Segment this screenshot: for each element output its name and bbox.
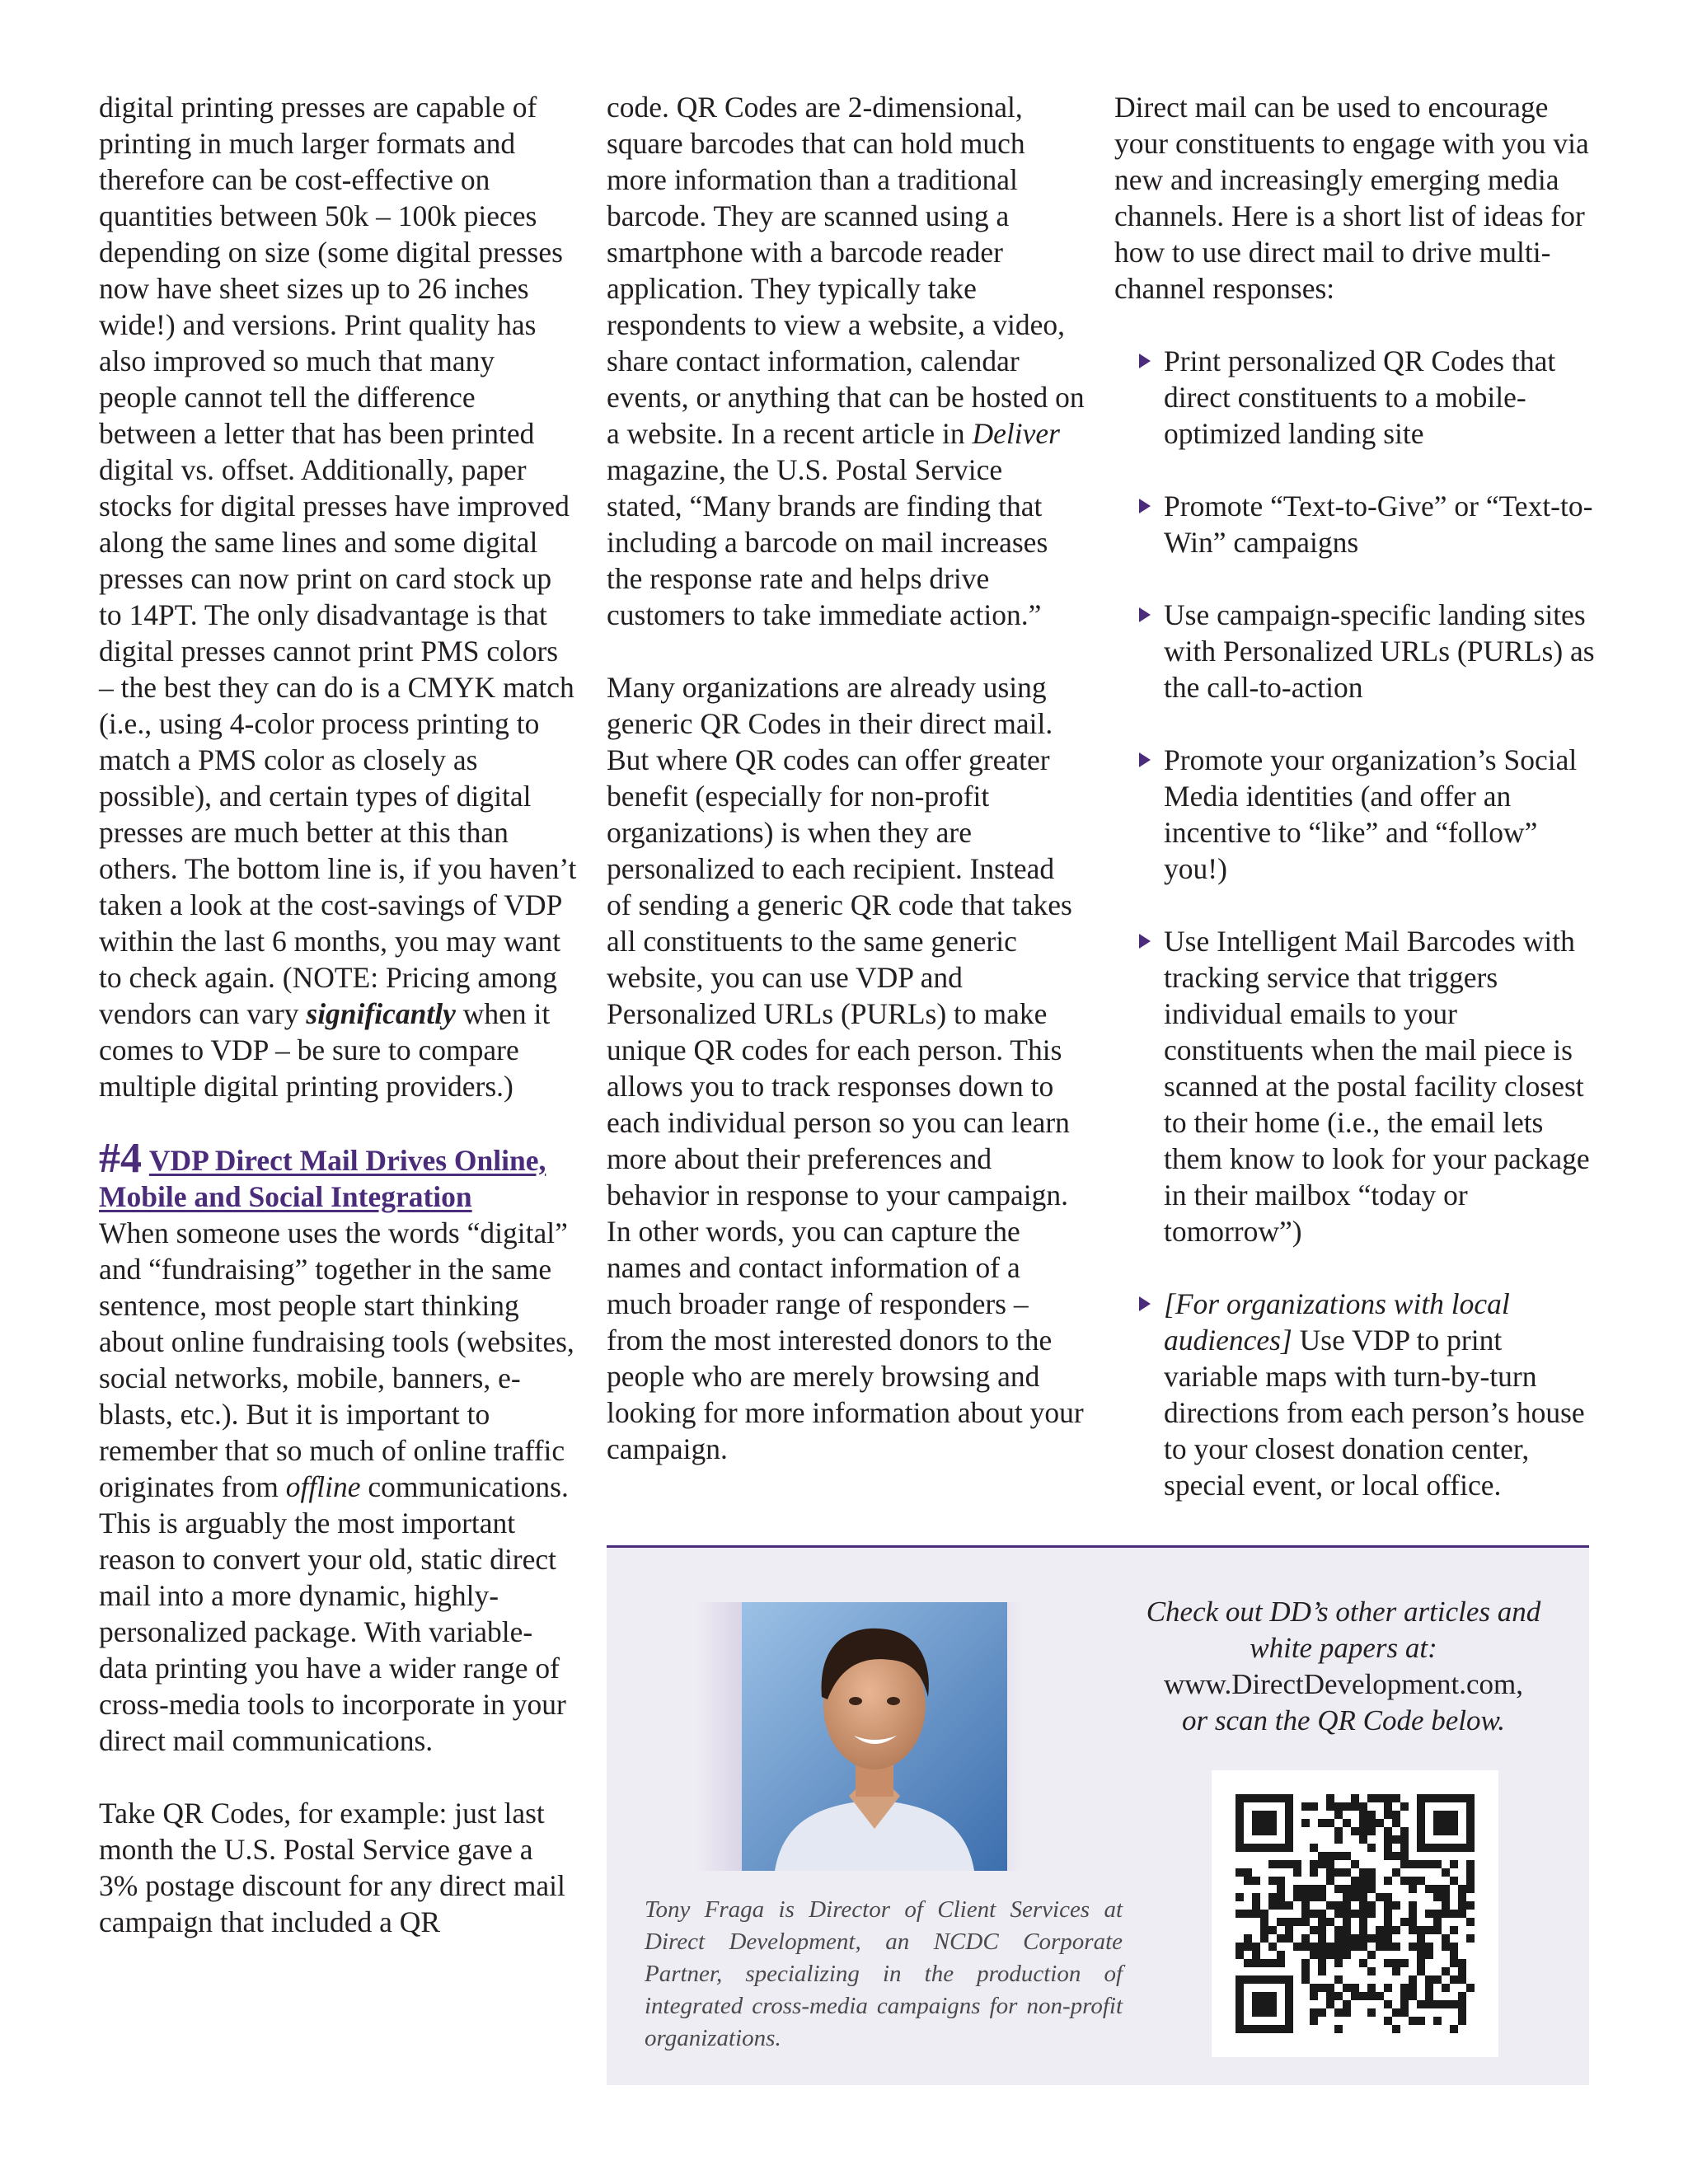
list-item: [For organizations with local audiences] Use VDP to print variable maps with turn-by-turn directions from each person’s house to your closest donation center, special event, or local office.	[1114, 1286, 1602, 1503]
col1-paragraph-1: digital printing presses are capable of printing in much larger formats and therefore can be cost-effective on quantities between 50k – 100k pieces depending on size (some digital presses now have sheet sizes up to 26 inches wide!) and versions. Print quality has also improved so much that many people cannot tell the difference between a letter that has been printed digital vs. offset. Additionally, paper stocks for digital presses have improved along the same lines and some digital presses can now print on card stock up to 14PT. The only disadvantage is that digital presses cannot print PMS colors – the best they can do is a CMYK match (i.e., using 4-color process printing to match a PMS color as closely as possible), and certain types of digital presses are much better at this than others. The bottom line is, if you haven’t taken a look at the cost-savings of VDP within the last 6 months, you may want to check again. (NOTE: Pricing among vendors can vary significantly when it comes to VDP – be sure to compare multiple digital printing providers.)	[99, 91, 577, 1103]
author-photo	[742, 1602, 1007, 1871]
column-3	[1114, 89, 1602, 1540]
emphasis-significantly: significantly	[306, 997, 456, 1030]
author-photo-frame	[694, 1602, 1024, 1871]
triangle-bullet-icon	[1139, 499, 1151, 513]
list-item: Promote “Text-to-Give” or “Text-to-Win” campaigns	[1114, 488, 1602, 560]
list-item: Use campaign-specific landing sites with Personalized URLs (PURLs) as the call-to-action	[1114, 597, 1602, 705]
triangle-bullet-icon	[1139, 934, 1151, 949]
column-2	[607, 89, 1085, 1503]
list-item: Promote your organization’s Social Media identities (and offer an incentive to “like” and “follow” you!)	[1114, 742, 1602, 887]
promo-text: Check out DD’s other articles and white papers at: www.DirectDevelopment.com, or scan the QR Code below.	[1146, 1596, 1541, 1736]
triangle-bullet-icon	[1139, 607, 1151, 622]
triangle-bullet-icon	[1139, 354, 1151, 368]
qr-code-card	[1212, 1770, 1498, 2057]
ideas-list	[1114, 343, 1602, 1503]
col3-intro: Direct mail can be used to encourage your constituents to engage with you via new and increasingly emerging media channels. Here is a short list of ideas for how to use direct mail to drive multi-channel responses:	[1114, 91, 1589, 305]
col2-paragraph-1: code. QR Codes are 2-dimensional, square barcodes that can hold much more information than a traditional barcode. They are scanned using a smartphone with a barcode reader application. They typically take respondents to view a website, a video, share contact information, calendar events, or anything that can be hosted on a website. In a recent article in Deliver magazine, the U.S. Postal Service stated, “Many brands are finding that including a barcode on mail increases the response rate and helps drive customers to take immediate action.”	[607, 91, 1085, 631]
triangle-bullet-icon	[1139, 752, 1151, 767]
col2-paragraph-2: Many organizations are already using generic QR Codes in their direct mail. But where QR codes can offer greater benefit (especially for non-profit organizations) is when they are personalized to each recipient. Instead of sending a generic QR code that takes all constituents to the same generic website, you can use VDP and Personalized URLs (PURLs) to make unique QR codes for each person. This allows you to track responses down to each individual person so you can learn more about their preferences and behavior in response to your campaign. In other words, you can capture the names and contact information of a much broader range of responders – from the most interested donors to the people who are merely browsing and looking for more information about your campaign.	[607, 671, 1084, 1465]
portrait-illustration	[742, 1602, 1007, 1871]
list-item: Print personalized QR Codes that direct constituents to a mobile-optimized landing site	[1114, 343, 1602, 452]
website-link[interactable]: www.DirectDevelopment.com,	[1163, 1668, 1524, 1700]
section-number: #4	[99, 1135, 142, 1182]
emphasis-offline: offline	[285, 1470, 361, 1503]
column-1	[99, 89, 577, 1976]
section-title-link[interactable]: VDP Direct Mail Drives Online, Mobile and Social Integration	[99, 1144, 546, 1213]
emphasis-deliver: Deliver	[972, 417, 1060, 450]
author-bio: Tony Fraga is Director of Client Services at Direct Development, an NCDC Corporate Partner, specializing in the production of integrated cross-media campaigns for non-profit organizations.	[645, 1896, 1123, 2051]
qr-code-icon[interactable]	[1212, 1770, 1498, 2057]
col1-paragraph-3: Take QR Codes, for example: just last month the U.S. Postal Service gave a 3% postage discount for any direct mail campaign that included a QR	[99, 1797, 565, 1938]
col1-paragraph-2: When someone uses the words “digital” and “fundraising” together in the same sentence, most people start thinking about online fundraising tools (websites, social networks, mobile, banners, e-blasts, etc.). But it is important to remember that so much of online traffic originates from offline communications. This is arguably the most important reason to convert your old, static direct mail into a more dynamic, highly-personalized package. With variable-data printing you have a wider range of cross-media tools to incorporate in your direct mail communications.	[99, 1216, 574, 1757]
section-heading-4	[99, 1135, 577, 1215]
list-item: Use Intelligent Mail Barcodes with tracking service that triggers individual emails to your constituents when the mail piece is scanned at the postal facility closest to their home (i.e., the email lets them know to look for your package in their mailbox “today or tomorrow”)	[1114, 923, 1602, 1249]
triangle-bullet-icon	[1139, 1296, 1151, 1311]
